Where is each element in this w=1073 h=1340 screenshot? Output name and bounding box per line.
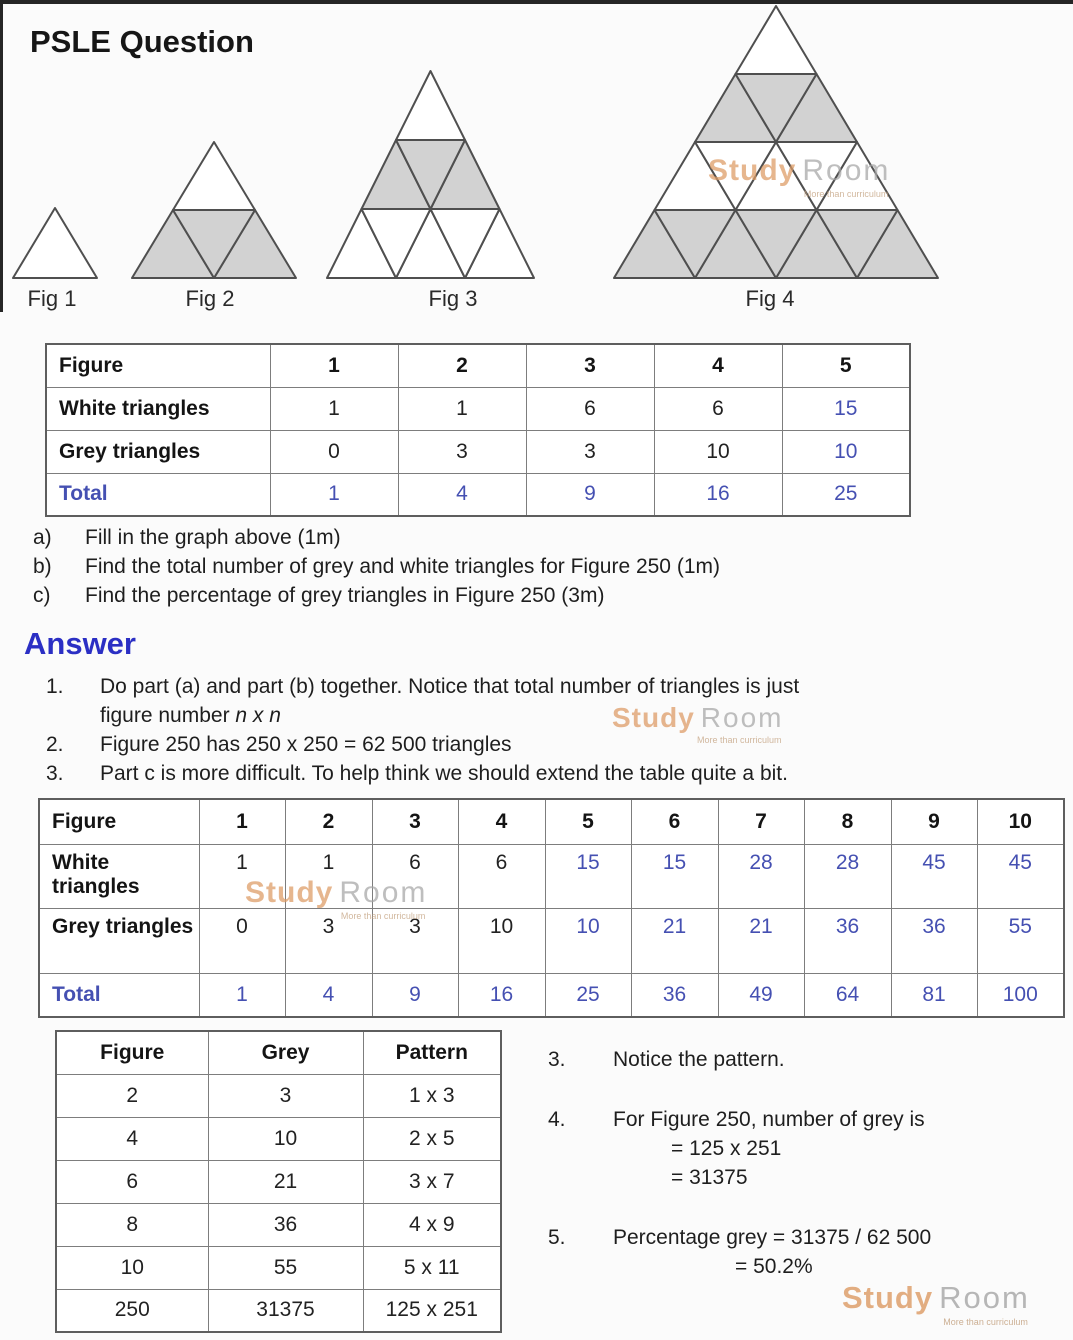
table-header-row [39, 799, 1064, 844]
table-cell: 3 [526, 430, 654, 473]
table-cell: 10 [654, 430, 782, 473]
question-text: Find the percentage of grey triangles in Figure 250 (3m) [85, 584, 605, 607]
answer-line-formula: n x n [235, 704, 281, 727]
table-cell: 1 [270, 387, 398, 430]
header-cell: Figure [46, 344, 270, 387]
watermark-room-text: Room [802, 154, 891, 187]
note-line: = 50.2% [735, 1255, 813, 1278]
table-cell: 1 [285, 844, 372, 908]
table-cell: 36 [208, 1203, 363, 1246]
answer-line: Do part (a) and part (b) together. Notice that total number of triangles is just [100, 675, 800, 698]
table-cell: 10 [208, 1117, 363, 1160]
table-cell: 45 [891, 844, 977, 908]
table-cell: 21 [208, 1160, 363, 1203]
table-cell: 10 [782, 430, 910, 473]
note-line: = 125 x 251 [671, 1137, 782, 1160]
question-text: Find the total number of grey and white triangles for Figure 250 (1m) [85, 555, 720, 578]
answer-item [46, 759, 1026, 788]
question-list [33, 526, 720, 613]
answer-heading: Answer [24, 626, 136, 661]
table-cell: 55 [208, 1246, 363, 1289]
header-cell: 2 [285, 799, 372, 844]
table-cell: 250 [56, 1289, 208, 1332]
table-row [39, 844, 1064, 908]
note-text [613, 1223, 931, 1281]
white-triangle [173, 142, 255, 210]
table-cell: 4 [285, 973, 372, 1017]
answer-item [46, 730, 1026, 759]
table-row [56, 1203, 501, 1246]
watermark-tagline: More than curriculum [696, 735, 782, 745]
watermark-tagline: More than curriculum [943, 1317, 1028, 1327]
table-cell: 45 [977, 844, 1064, 908]
table-cell: 1 [199, 973, 285, 1017]
header-cell: Pattern [363, 1031, 501, 1074]
page-title: PSLE Question [30, 24, 254, 59]
table-cell: 9 [526, 473, 654, 516]
white-triangle [736, 6, 817, 74]
answer-item [46, 672, 1026, 730]
question-text: Fill in the graph above (1m) [85, 526, 341, 549]
header-cell: 5 [545, 799, 631, 844]
table-cell: 4 [56, 1117, 208, 1160]
table-cell: 6 [654, 387, 782, 430]
note-number: 4. [548, 1108, 566, 1131]
row-label-cell: Grey triangles [46, 430, 270, 473]
scan-edge-left [0, 0, 3, 312]
table-cell: 10 [545, 908, 631, 973]
table-cell: 36 [891, 908, 977, 973]
row-label-cell: Grey triangles [39, 908, 199, 973]
header-cell: 2 [398, 344, 526, 387]
table-cell: 3 [208, 1074, 363, 1117]
watermark-room-text: Room [939, 1280, 1030, 1315]
row-label-cell: White triangles [46, 387, 270, 430]
header-cell: 4 [458, 799, 545, 844]
triangle-count-table [45, 343, 911, 517]
note-item [548, 1045, 785, 1074]
answer-text [100, 759, 788, 788]
table-cell: 25 [545, 973, 631, 1017]
table-row [56, 1289, 501, 1332]
header-cell: 5 [782, 344, 910, 387]
table-cell: 15 [545, 844, 631, 908]
question-item [33, 555, 720, 584]
answer-number: 2. [46, 733, 64, 756]
white-triangle [396, 71, 465, 140]
table-cell: 15 [782, 387, 910, 430]
table-cell: 21 [631, 908, 718, 973]
header-cell: 7 [718, 799, 804, 844]
row-label-cell: Total [46, 473, 270, 516]
table-cell: 3 [285, 908, 372, 973]
header-cell: 10 [977, 799, 1064, 844]
table-cell: 81 [891, 973, 977, 1017]
table-row [56, 1074, 501, 1117]
figure-label: Fig 3 [428, 286, 478, 311]
header-cell: 4 [654, 344, 782, 387]
table-cell: 1 [199, 844, 285, 908]
table-cell: 4 [398, 473, 526, 516]
extended-triangle-table [38, 798, 1065, 1018]
figure-label: Fig 2 [185, 286, 235, 311]
study-room-watermark [245, 876, 428, 921]
answer-text [100, 730, 512, 759]
answer-line: Figure 250 has 250 x 250 = 62 500 triangles [100, 733, 512, 756]
table-cell: 10 [458, 908, 545, 973]
question-label: a) [33, 526, 52, 549]
table-cell: 0 [199, 908, 285, 973]
table-cell: 4 x 9 [363, 1203, 501, 1246]
note-number: 3. [548, 1048, 566, 1071]
row-label-cell: Total [39, 973, 199, 1017]
white-triangle [13, 208, 97, 278]
watermark-study-text: Study [842, 1280, 934, 1315]
table-row [46, 430, 910, 473]
header-cell: Figure [56, 1031, 208, 1074]
table-cell: 0 [270, 430, 398, 473]
note-line: Percentage grey = 31375 / 62 500 [613, 1226, 932, 1249]
table-cell: 100 [977, 973, 1064, 1017]
header-cell: 3 [372, 799, 458, 844]
answer-number: 1. [46, 675, 64, 698]
table-row [56, 1246, 501, 1289]
header-cell: 3 [526, 344, 654, 387]
table-cell: 31375 [208, 1289, 363, 1332]
table-row [39, 908, 1064, 973]
figure-label: Fig 1 [27, 286, 77, 311]
header-cell: 1 [270, 344, 398, 387]
watermark-room-text: Room [700, 702, 784, 733]
table-cell: 28 [718, 844, 804, 908]
figure-diagram-2 [130, 140, 298, 280]
table-cell: 16 [458, 973, 545, 1017]
note-line: Notice the pattern. [613, 1048, 785, 1071]
table-cell: 1 [270, 473, 398, 516]
table-cell: 9 [372, 973, 458, 1017]
table-cell: 5 x 11 [363, 1246, 501, 1289]
note-line: For Figure 250, number of grey is [613, 1108, 925, 1131]
table-header-row [46, 344, 910, 387]
watermark-room-text: Room [339, 876, 428, 909]
table-cell: 36 [631, 973, 718, 1017]
table-cell: 64 [804, 973, 891, 1017]
table-cell: 6 [458, 844, 545, 908]
figure-diagram-4 [612, 4, 940, 280]
table-cell: 16 [654, 473, 782, 516]
note-item [548, 1105, 925, 1192]
table-cell: 49 [718, 973, 804, 1017]
table-cell: 6 [56, 1160, 208, 1203]
table-row [46, 387, 910, 430]
table-cell: 125 x 251 [363, 1289, 501, 1332]
question-label: c) [33, 584, 51, 607]
table-cell: 3 [398, 430, 526, 473]
table-cell: 3 x 7 [363, 1160, 501, 1203]
figure-label: Fig 4 [745, 286, 795, 311]
watermark-study-text: Study [245, 876, 334, 909]
table-cell: 6 [372, 844, 458, 908]
table-cell: 8 [56, 1203, 208, 1246]
watermark-study-text: Study [612, 702, 695, 733]
table-cell: 36 [804, 908, 891, 973]
answer-list [46, 672, 1026, 788]
table-cell: 21 [718, 908, 804, 973]
note-number: 5. [548, 1226, 566, 1249]
note-line: = 31375 [671, 1166, 748, 1189]
watermark-tagline: More than curriculum [340, 911, 426, 921]
note-item [548, 1223, 931, 1281]
table-cell: 10 [56, 1246, 208, 1289]
answer-line: Part c is more difficult. To help think we should extend the table quite a bit. [100, 762, 788, 785]
watermark-tagline: More than curriculum [803, 189, 889, 199]
table-cell: 25 [782, 473, 910, 516]
watermark-study-text: Study [708, 154, 797, 187]
header-cell: 6 [631, 799, 718, 844]
table-cell: 2 [56, 1074, 208, 1117]
note-text [613, 1105, 925, 1192]
note-text [613, 1045, 785, 1074]
study-room-watermark [612, 702, 784, 745]
table-header-row [56, 1031, 501, 1074]
answer-number: 3. [46, 762, 64, 785]
header-cell: Figure [39, 799, 199, 844]
table-row [46, 473, 910, 516]
row-label-cell: White triangles [39, 844, 199, 908]
table-cell: 55 [977, 908, 1064, 973]
answer-line-text: figure number [100, 704, 236, 727]
question-item [33, 584, 720, 613]
study-room-watermark [842, 1280, 1030, 1327]
table-cell: 28 [804, 844, 891, 908]
header-cell: Grey [208, 1031, 363, 1074]
table-cell: 1 x 3 [363, 1074, 501, 1117]
header-cell: 9 [891, 799, 977, 844]
table-cell: 3 [372, 908, 458, 973]
figure-diagram-1 [11, 206, 99, 280]
table-row [56, 1160, 501, 1203]
figure-diagram-3 [325, 69, 536, 280]
study-room-watermark [708, 154, 891, 199]
table-row [56, 1117, 501, 1160]
header-cell: 1 [199, 799, 285, 844]
table-row [39, 973, 1064, 1017]
question-label: b) [33, 555, 52, 578]
pattern-table [55, 1030, 502, 1333]
table-cell: 2 x 5 [363, 1117, 501, 1160]
table-cell: 15 [631, 844, 718, 908]
table-cell: 6 [526, 387, 654, 430]
question-item [33, 526, 720, 555]
header-cell: 8 [804, 799, 891, 844]
table-cell: 1 [398, 387, 526, 430]
